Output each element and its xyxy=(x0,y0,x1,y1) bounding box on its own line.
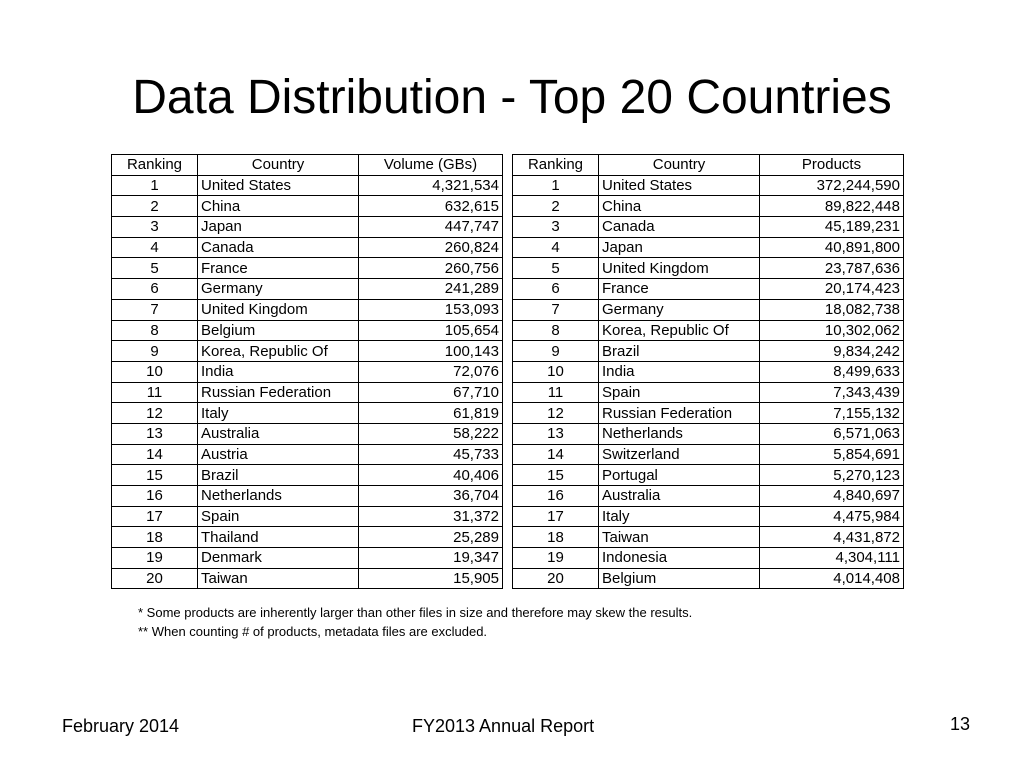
products-ranking-cell: 3 xyxy=(513,217,599,238)
products-country-cell: Korea, Republic Of xyxy=(599,320,760,341)
products-value-cell: 10,302,062 xyxy=(760,320,904,341)
volume-table-row xyxy=(112,506,503,527)
volume-country-cell: Taiwan xyxy=(198,568,359,589)
products-country-cell: United Kingdom xyxy=(599,258,760,279)
products-value-cell: 40,891,800 xyxy=(760,237,904,258)
volume-table-row xyxy=(112,175,503,196)
volume-table-row xyxy=(112,486,503,507)
products-country-cell: France xyxy=(599,279,760,300)
products-value-cell: 6,571,063 xyxy=(760,423,904,444)
products-table-row xyxy=(513,279,904,300)
products-table-row xyxy=(513,382,904,403)
products-country-cell: Russian Federation xyxy=(599,403,760,424)
products-value-cell: 7,155,132 xyxy=(760,403,904,424)
products-country-cell: Germany xyxy=(599,299,760,320)
volume-table-row xyxy=(112,444,503,465)
products-table-row xyxy=(513,465,904,486)
volume-table-row xyxy=(112,382,503,403)
products-ranking-cell: 8 xyxy=(513,320,599,341)
volume-country-cell: United States xyxy=(198,175,359,196)
volume-value-cell: 153,093 xyxy=(359,299,503,320)
volume-ranking-cell: 19 xyxy=(112,548,198,569)
products-country-cell: Belgium xyxy=(599,568,760,589)
products-table-row xyxy=(513,175,904,196)
products-table-row xyxy=(513,486,904,507)
products-ranking-cell: 4 xyxy=(513,237,599,258)
volume-table-row xyxy=(112,217,503,238)
volume-country-cell: Australia xyxy=(198,423,359,444)
slide-title: Data Distribution - Top 20 Countries xyxy=(132,71,892,124)
products-ranking-cell: 12 xyxy=(513,403,599,424)
volume-value-cell: 45,733 xyxy=(359,444,503,465)
products-value-cell: 18,082,738 xyxy=(760,299,904,320)
volume-table-row xyxy=(112,279,503,300)
volume-table-row xyxy=(112,568,503,589)
products-ranking-cell: 6 xyxy=(513,279,599,300)
volume-table-row xyxy=(112,423,503,444)
products-ranking-cell: 18 xyxy=(513,527,599,548)
products-table-row xyxy=(513,299,904,320)
products-ranking-cell: 13 xyxy=(513,423,599,444)
volume-ranking-cell: 11 xyxy=(112,382,198,403)
volume-ranking-cell: 7 xyxy=(112,299,198,320)
volume-value-cell: 67,710 xyxy=(359,382,503,403)
volume-ranking-cell: 18 xyxy=(112,527,198,548)
volume-ranking-cell: 16 xyxy=(112,486,198,507)
volume-table-row xyxy=(112,299,503,320)
products-value-cell: 4,475,984 xyxy=(760,506,904,527)
products-value-cell: 4,431,872 xyxy=(760,527,904,548)
footnote-size: * Some products are inherently larger than other files in size and therefore may skew the results. xyxy=(138,605,693,620)
products-ranking-cell: 9 xyxy=(513,341,599,362)
volume-country-cell: United Kingdom xyxy=(198,299,359,320)
volume-table-row xyxy=(112,237,503,258)
volume-value-cell: 260,756 xyxy=(359,258,503,279)
volume-value-cell: 36,704 xyxy=(359,486,503,507)
volume-country-cell: Denmark xyxy=(198,548,359,569)
products-ranking-cell: 1 xyxy=(513,175,599,196)
volume-country-cell: Germany xyxy=(198,279,359,300)
footnotes xyxy=(138,603,692,641)
products-ranking-cell: 15 xyxy=(513,465,599,486)
volume-value-cell: 15,905 xyxy=(359,568,503,589)
volume-value-cell: 241,289 xyxy=(359,279,503,300)
volume-ranking-cell: 15 xyxy=(112,465,198,486)
volume-ranking-cell: 1 xyxy=(112,175,198,196)
products-value-cell: 89,822,448 xyxy=(760,196,904,217)
products-ranking-cell: 16 xyxy=(513,486,599,507)
volume-value-cell: 72,076 xyxy=(359,361,503,382)
products-country-cell: Canada xyxy=(599,217,760,238)
products-country-cell: India xyxy=(599,361,760,382)
products-ranking-cell: 2 xyxy=(513,196,599,217)
volume-country-cell: Thailand xyxy=(198,527,359,548)
products-table-row xyxy=(513,403,904,424)
products-value-cell: 4,304,111 xyxy=(760,548,904,569)
products-table-row xyxy=(513,527,904,548)
volume-ranking-cell: 12 xyxy=(112,403,198,424)
volume-table-row xyxy=(112,527,503,548)
volume-ranking-cell: 5 xyxy=(112,258,198,279)
volume-country-cell: Austria xyxy=(198,444,359,465)
products-ranking-cell: 20 xyxy=(513,568,599,589)
page-number: 13 xyxy=(950,714,971,734)
products-value-cell: 7,343,439 xyxy=(760,382,904,403)
volume-ranking-cell: 4 xyxy=(112,237,198,258)
products-table-header-row xyxy=(513,155,904,176)
volume-country-cell: Italy xyxy=(198,403,359,424)
volume-header-ranking: Ranking xyxy=(112,155,198,176)
volume-value-cell: 58,222 xyxy=(359,423,503,444)
volume-table-body xyxy=(112,175,503,589)
products-value-cell: 8,499,633 xyxy=(760,361,904,382)
volume-country-cell: Belgium xyxy=(198,320,359,341)
volume-table xyxy=(111,154,503,589)
volume-value-cell: 260,824 xyxy=(359,237,503,258)
products-value-cell: 23,787,636 xyxy=(760,258,904,279)
volume-header-volume: Volume (GBs) xyxy=(359,155,503,176)
volume-country-cell: Canada xyxy=(198,237,359,258)
volume-table-row xyxy=(112,403,503,424)
volume-ranking-cell: 13 xyxy=(112,423,198,444)
volume-country-cell: Russian Federation xyxy=(198,382,359,403)
products-table-row xyxy=(513,341,904,362)
volume-ranking-cell: 20 xyxy=(112,568,198,589)
volume-ranking-cell: 6 xyxy=(112,279,198,300)
volume-country-cell: Brazil xyxy=(198,465,359,486)
volume-value-cell: 31,372 xyxy=(359,506,503,527)
volume-table-row xyxy=(112,196,503,217)
products-ranking-cell: 7 xyxy=(513,299,599,320)
products-table xyxy=(512,154,904,589)
volume-value-cell: 105,654 xyxy=(359,320,503,341)
products-value-cell: 9,834,242 xyxy=(760,341,904,362)
volume-country-cell: India xyxy=(198,361,359,382)
products-country-cell: Japan xyxy=(599,237,760,258)
products-ranking-cell: 5 xyxy=(513,258,599,279)
footnote-metadata: ** When counting # of products, metadata files are excluded. xyxy=(138,624,488,639)
volume-country-cell: China xyxy=(198,196,359,217)
products-value-cell: 5,270,123 xyxy=(760,465,904,486)
volume-header-country: Country xyxy=(198,155,359,176)
products-ranking-cell: 14 xyxy=(513,444,599,465)
products-header-ranking: Ranking xyxy=(513,155,599,176)
products-ranking-cell: 19 xyxy=(513,548,599,569)
products-value-cell: 4,014,408 xyxy=(760,568,904,589)
products-value-cell: 5,854,691 xyxy=(760,444,904,465)
products-value-cell: 45,189,231 xyxy=(760,217,904,238)
products-country-cell: China xyxy=(599,196,760,217)
footer-report-title: FY2013 Annual Report xyxy=(412,716,595,736)
volume-ranking-cell: 14 xyxy=(112,444,198,465)
products-table-row xyxy=(513,444,904,465)
volume-country-cell: Korea, Republic Of xyxy=(198,341,359,362)
products-country-cell: Indonesia xyxy=(599,548,760,569)
volume-value-cell: 100,143 xyxy=(359,341,503,362)
products-table-row xyxy=(513,217,904,238)
volume-table-header-row xyxy=(112,155,503,176)
products-value-cell: 20,174,423 xyxy=(760,279,904,300)
products-country-cell: Brazil xyxy=(599,341,760,362)
products-country-cell: Switzerland xyxy=(599,444,760,465)
volume-ranking-cell: 2 xyxy=(112,196,198,217)
products-table-row xyxy=(513,568,904,589)
volume-ranking-cell: 3 xyxy=(112,217,198,238)
volume-ranking-cell: 10 xyxy=(112,361,198,382)
volume-table-row xyxy=(112,465,503,486)
products-table-row xyxy=(513,237,904,258)
volume-ranking-cell: 8 xyxy=(112,320,198,341)
products-value-cell: 4,840,697 xyxy=(760,486,904,507)
products-header-products: Products xyxy=(760,155,904,176)
volume-country-cell: France xyxy=(198,258,359,279)
products-table-row xyxy=(513,548,904,569)
products-country-cell: Taiwan xyxy=(599,527,760,548)
products-table-row xyxy=(513,423,904,444)
volume-table-row xyxy=(112,548,503,569)
products-ranking-cell: 17 xyxy=(513,506,599,527)
footer-date: February 2014 xyxy=(62,716,180,736)
volume-country-cell: Netherlands xyxy=(198,486,359,507)
products-table-body xyxy=(513,175,904,589)
volume-value-cell: 25,289 xyxy=(359,527,503,548)
volume-table-row xyxy=(112,341,503,362)
products-country-cell: Australia xyxy=(599,486,760,507)
products-country-cell: Netherlands xyxy=(599,423,760,444)
volume-ranking-cell: 17 xyxy=(112,506,198,527)
volume-value-cell: 40,406 xyxy=(359,465,503,486)
products-ranking-cell: 11 xyxy=(513,382,599,403)
volume-table-row xyxy=(112,320,503,341)
volume-value-cell: 447,747 xyxy=(359,217,503,238)
volume-value-cell: 4,321,534 xyxy=(359,175,503,196)
products-country-cell: Spain xyxy=(599,382,760,403)
products-country-cell: United States xyxy=(599,175,760,196)
products-country-cell: Portugal xyxy=(599,465,760,486)
products-table-row xyxy=(513,506,904,527)
products-table-row xyxy=(513,320,904,341)
products-header-country: Country xyxy=(599,155,760,176)
products-country-cell: Italy xyxy=(599,506,760,527)
volume-country-cell: Japan xyxy=(198,217,359,238)
volume-table-row xyxy=(112,258,503,279)
volume-ranking-cell: 9 xyxy=(112,341,198,362)
products-value-cell: 372,244,590 xyxy=(760,175,904,196)
products-table-row xyxy=(513,196,904,217)
volume-country-cell: Spain xyxy=(198,506,359,527)
volume-value-cell: 19,347 xyxy=(359,548,503,569)
products-ranking-cell: 10 xyxy=(513,361,599,382)
volume-value-cell: 632,615 xyxy=(359,196,503,217)
volume-table-row xyxy=(112,361,503,382)
products-table-row xyxy=(513,361,904,382)
products-table-row xyxy=(513,258,904,279)
volume-value-cell: 61,819 xyxy=(359,403,503,424)
